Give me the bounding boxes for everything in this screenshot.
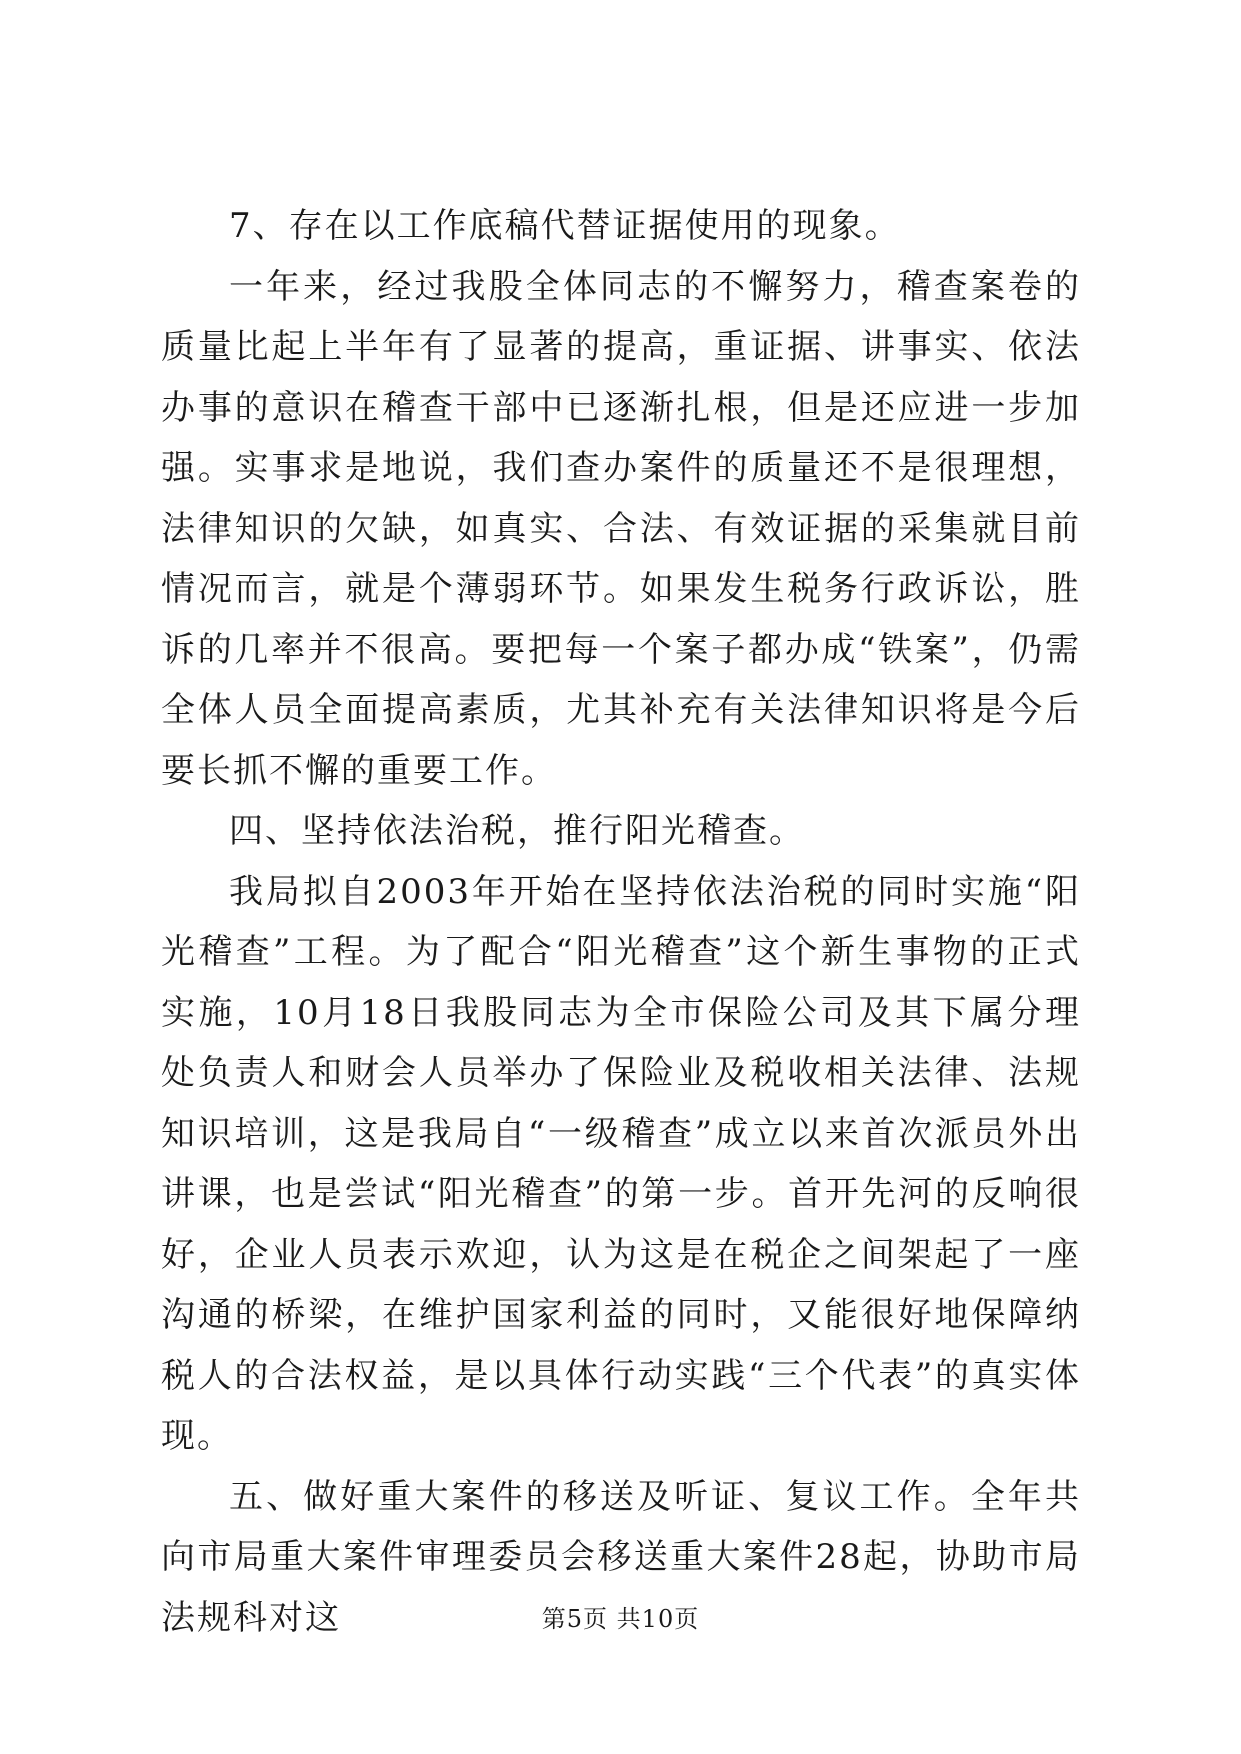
paragraph-2: 一年来，经过我股全体同志的不懈努力，稽查案卷的质量比起上半年有了显著的提高，重证据、讲事实、依法办事的意识在稽查干部中已逐渐扎根，但是还应进一步加强。实事求是地说，我们查办案件的质量还不是很理想，法律知识的欠缺，如真实、合法、有效证据的采集就目前情况而言，就是个薄弱环节。如果发生税务行政诉讼，胜诉的几率并不很高。要把每一个案子都办成“铁案”，仍需全体人员全面提高素质，尤其补充有关法律知识将是今后要长抓不懈的重要工作。 — [161, 266, 1081, 791]
document-body — [161, 196, 1081, 1648]
paragraph-5: 五、做好重大案件的移送及听证、复议工作。全年共向市局重大案件审理委员会移送重大案件28起，协助市局法规科对这 — [161, 1476, 1081, 1638]
paragraph-1: 7、存在以工作底稿代替证据使用的现象。 — [229, 206, 901, 246]
page-footer: 第5页 共10页 — [541, 1605, 700, 1633]
paragraph-4: 我局拟自2003年开始在坚持依法治税的同时实施“阳光稽查”工程。为了配合“阳光稽查”这个新生事物的正式实施，10月18日我股同志为全市保险公司及其下属分理处负责人和财会人员举办了保险业及税收相关法律、法规知识培训，这是我局自“一级稽查”成立以来首次派员外出讲课，也是尝试“阳光稽查”的第一步。首开先河的反响很好，企业人员表示欢迎，认为这是在税企之间架起了一座沟通的桥梁，在维护国家利益的同时，又能很好地保障纳税人的合法权益，是以具体行动实践“三个代表”的真实体现。 — [161, 871, 1081, 1456]
paragraph-3: 四、坚持依法治税，推行阳光稽查。 — [229, 811, 805, 851]
